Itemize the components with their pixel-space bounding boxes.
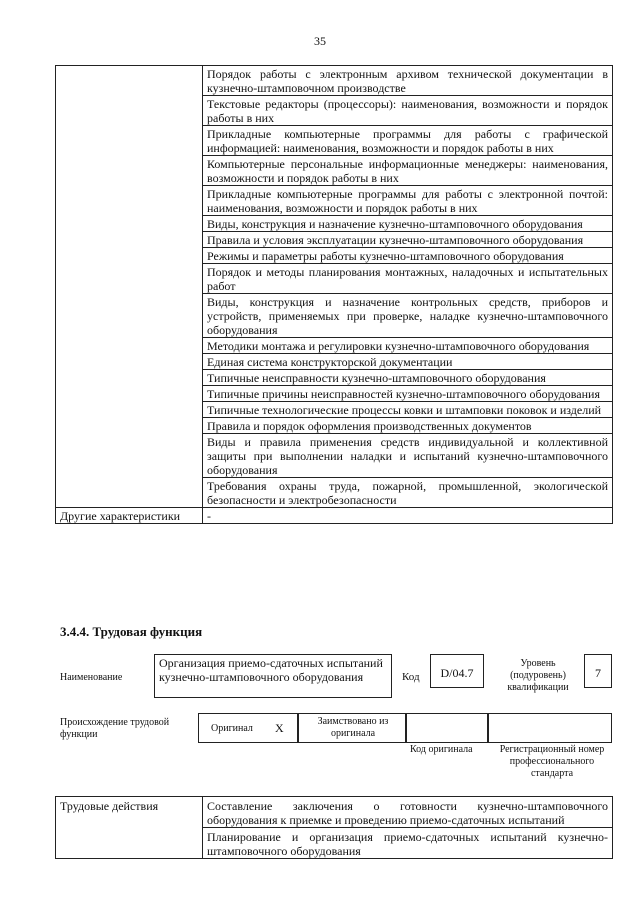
table-row [56,66,613,96]
requirement-item: Прикладные компьютерные программы для работы с графической информацией: наименования, возможности и порядок работы в них [203,126,613,156]
knowledge-requirements-table [55,65,613,524]
other-characteristics-row [56,508,613,524]
reg-number-label: Регистрационный номер профессионального стандарта [499,744,605,779]
level-label: Уровень (подуровень) квалификации [507,658,569,693]
requirement-item: Прикладные компьютерные программы для работы с электронной почтой: наименования, возможности и порядок работы в них [203,186,613,216]
requirement-item: Методики монтажа и регулировки кузнечно-штамповочного оборудования [203,338,613,354]
requirement-item: Виды и правила применения средств индивидуальной и коллективной защиты при выполнении наладки и испытаний кузнечно-штамповочного оборудования [203,434,613,478]
code-label: Код [402,671,420,683]
code-original-label: Код оригинала [410,744,473,755]
table-row [56,797,613,828]
labor-action-item: Планирование и организация приемо-сдаточных испытаний кузнечно-штамповочного оборудования [203,828,613,859]
requirement-item: Типичные технологические процессы ковки и штамповки поковок и изделий [203,402,613,418]
requirement-item: Типичные причины неисправностей кузнечно-штамповочного оборудования [203,386,613,402]
requirement-item: Порядок работы с электронным архивом технической документации в кузнечно-штамповочном производстве [203,66,613,96]
requirement-item: Правила и порядок оформления производственных документов [203,418,613,434]
category-cell [56,66,203,508]
labor-action-item: Составление заключения о готовности кузнечно-штамповочного оборудования к приемке и проведению приемо-сдаточных испытаний [203,797,613,828]
name-value: Организация приемо-сдаточных испытаний кузнечно-штамповочного оборудования [154,654,392,698]
requirement-item: Правила и условия эксплуатации кузнечно-штамповочного оборудования [203,232,613,248]
labor-actions-table [55,796,613,859]
requirement-item: Виды, конструкция и назначение контрольных средств, приборов и устройств, применяемых при проверке, наладке кузнечно-штамповочного оборудования [203,294,613,338]
page-number: 35 [314,34,326,48]
borrowed-label: Заимствовано из оригинала [317,716,389,739]
requirement-item: Текстовые редакторы (процессоры): наименования, возможности и порядок работы в них [203,96,613,126]
original-cell [198,713,298,743]
requirement-item: Виды, конструкция и назначение кузнечно-штамповочного оборудования [203,216,613,232]
requirement-item: Типичные неисправности кузнечно-штамповочного оборудования [203,370,613,386]
level-value: 7 [584,654,612,688]
original-mark: X [275,721,284,735]
code-original-cell [406,713,488,743]
requirement-item: Порядок и методы планирования монтажных, наладочных и испытательных работ [203,264,613,294]
code-value: D/04.7 [430,654,484,688]
original-label: Оригинал [211,723,253,734]
labor-actions-label: Трудовые действия [56,797,203,859]
requirement-item: Единая система конструкторской документации [203,354,613,370]
section-title: 3.4.4. Трудовая функция [60,624,203,639]
origin-label: Происхождение трудовой функции [60,717,170,740]
borrowed-cell [298,713,406,743]
requirement-item: Компьютерные персональные информационные менеджеры: наименования, возможности и порядок работы в них [203,156,613,186]
name-label: Наименование [60,672,123,683]
other-characteristics-value: - [203,508,613,524]
requirement-item: Режимы и параметры работы кузнечно-штамповочного оборудования [203,248,613,264]
other-characteristics-label: Другие характеристики [56,508,203,524]
reg-number-cell [488,713,612,743]
requirement-item: Требования охраны труда, пожарной, промышленной, экологической безопасности и электробезопасности [203,478,613,508]
